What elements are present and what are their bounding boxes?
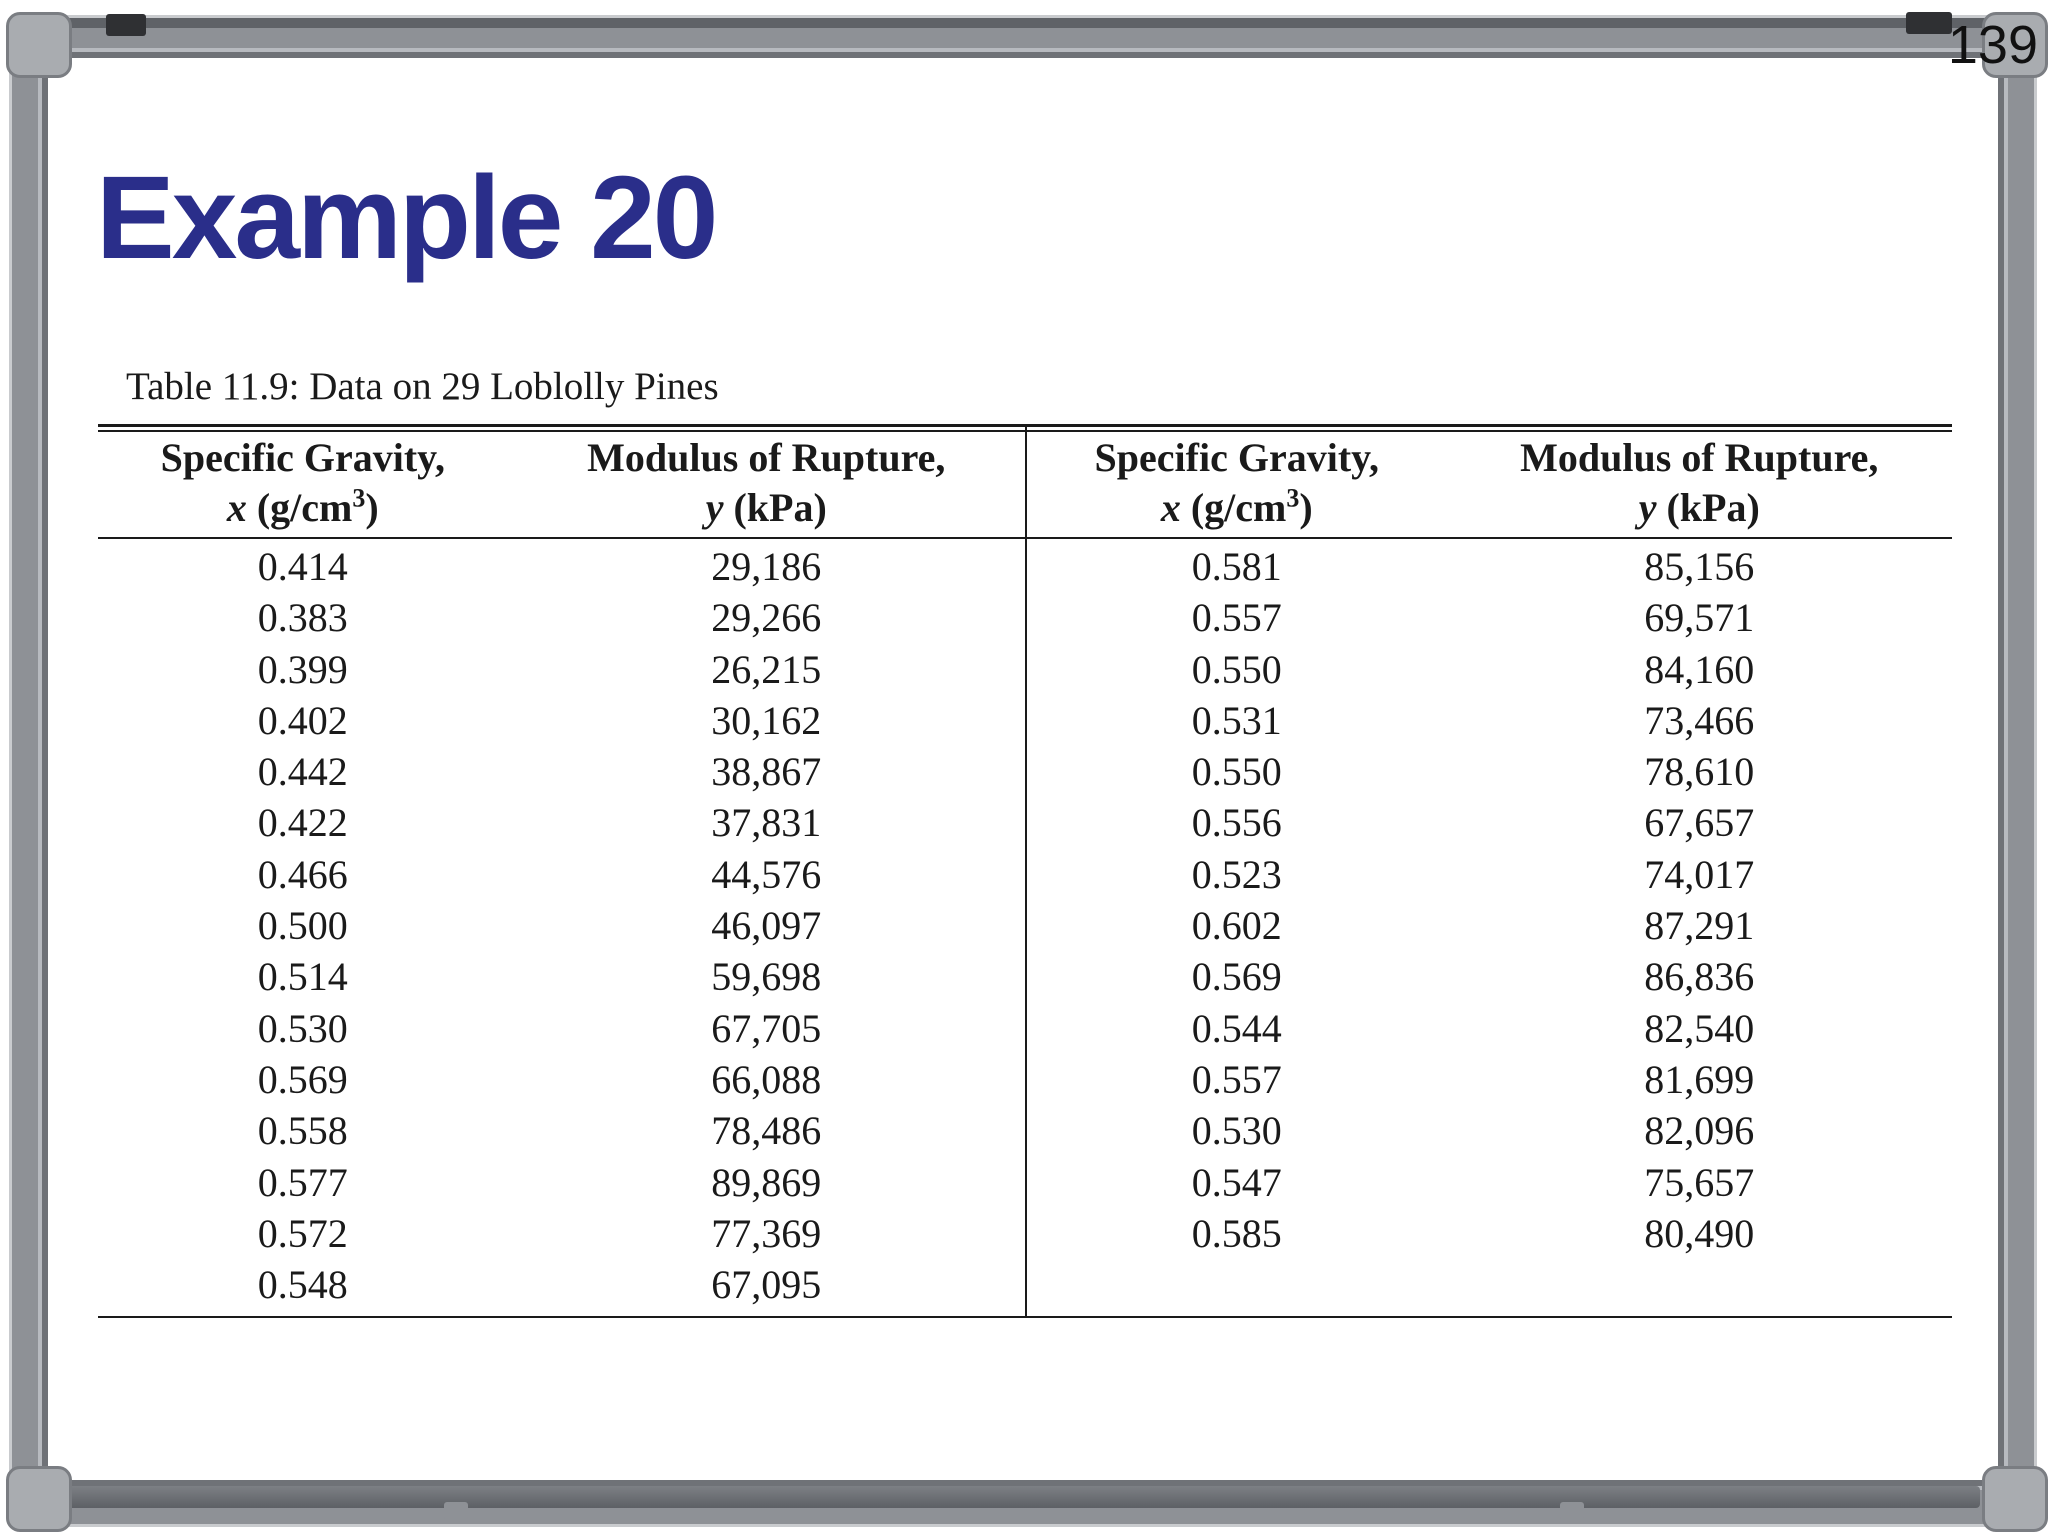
cell-modulus-of-rupture: 29,266 (508, 592, 1026, 643)
cell-specific-gravity: 0.500 (257, 903, 348, 949)
marker-tray (60, 1486, 1980, 1508)
cell-specific-gravity: 0.399 (257, 646, 348, 692)
frame-top-rail (40, 18, 2000, 28)
table-top-rule (98, 424, 1952, 432)
cell-specific-gravity: 0.577 (257, 1159, 348, 1205)
cell-modulus-of-rupture: 78,610 (1644, 749, 1755, 795)
table-row (98, 746, 1952, 797)
table-row (98, 1208, 1952, 1259)
cell-modulus-of-rupture: 69,571 (1644, 595, 1755, 641)
table-row (98, 1054, 1952, 1105)
cell-specific-gravity: 0.544 (1191, 1005, 1282, 1051)
table-row (98, 644, 1952, 695)
header-modulus-left (508, 426, 1026, 539)
header-y-line1: Modulus of Rupture, (587, 435, 946, 480)
table-row (98, 797, 1952, 848)
cell-specific-gravity: 0.402 (257, 697, 348, 743)
cell-modulus-of-rupture: 59,698 (508, 951, 1026, 1002)
cell-specific-gravity: 0.550 (1191, 749, 1282, 795)
cell-modulus-of-rupture: 82,540 (1644, 1005, 1755, 1051)
hanging-clip-left (106, 14, 146, 36)
header-x-unit-post: ) (365, 485, 379, 530)
cell-modulus-of-rupture: 44,576 (508, 849, 1026, 900)
header-x-unit-sup: 3 (352, 483, 366, 513)
cell-specific-gravity: 0.569 (1191, 954, 1282, 1000)
frame-corner-bottom-right (1982, 1466, 2048, 1532)
cell-specific-gravity: 0.422 (257, 800, 348, 846)
cell-modulus-of-rupture: 80,490 (1644, 1210, 1755, 1256)
cell-modulus-of-rupture: 87,291 (1644, 903, 1755, 949)
table-row (98, 1105, 1952, 1156)
cell-modulus-of-rupture: 86,836 (1644, 954, 1755, 1000)
header-x-line1: Specific Gravity, (160, 435, 445, 480)
cell-modulus-of-rupture: 46,097 (508, 900, 1026, 951)
header-modulus-right (1447, 426, 1952, 539)
cell-specific-gravity: 0.442 (257, 749, 348, 795)
cell-specific-gravity: 0.523 (1191, 851, 1282, 897)
table-row (98, 695, 1952, 746)
header-y-line1: Modulus of Rupture, (1520, 435, 1879, 480)
cell-specific-gravity (1026, 1259, 1447, 1317)
header-y-var: y (705, 485, 724, 530)
cell-modulus-of-rupture: 37,831 (508, 797, 1026, 848)
cell-specific-gravity: 0.585 (1191, 1210, 1282, 1256)
cell-modulus-of-rupture: 38,867 (508, 746, 1026, 797)
table-row (98, 538, 1952, 592)
table-row (98, 1003, 1952, 1054)
cell-modulus-of-rupture: 66,088 (508, 1054, 1026, 1105)
cell-specific-gravity: 0.581 (1191, 544, 1282, 589)
table-caption: Table 11.9: Data on 29 Loblolly Pines (126, 365, 719, 408)
header-specific-gravity-right (1026, 426, 1447, 539)
cell-modulus-of-rupture: 29,186 (508, 538, 1026, 592)
header-x-line1: Specific Gravity, (1094, 435, 1379, 480)
frame-corner-bottom-left (6, 1466, 72, 1532)
cell-modulus-of-rupture: 73,466 (1644, 697, 1755, 743)
header-x-var: x (226, 485, 247, 530)
tray-peg-left (444, 1502, 468, 1520)
cell-specific-gravity: 0.557 (1191, 595, 1282, 641)
cell-specific-gravity: 0.572 (257, 1210, 348, 1256)
table-row (98, 849, 1952, 900)
slide-title: Example 20 (96, 152, 716, 284)
hanging-clip-right (1906, 12, 1952, 34)
header-x-var: x (1160, 485, 1181, 530)
cell-modulus-of-rupture: 82,096 (1644, 1108, 1755, 1154)
table-row (98, 1259, 1952, 1317)
cell-modulus-of-rupture: 81,699 (1644, 1056, 1755, 1102)
cell-modulus-of-rupture: 67,657 (1644, 800, 1755, 846)
header-x-unit-pre: (g/cm (1180, 485, 1287, 530)
header-x-unit-post: ) (1299, 485, 1313, 530)
cell-specific-gravity: 0.602 (1191, 903, 1282, 949)
table-body (98, 538, 1952, 1317)
cell-specific-gravity: 0.530 (1191, 1108, 1282, 1154)
header-y-unit: (kPa) (1656, 485, 1760, 530)
table-row (98, 1157, 1952, 1208)
cell-modulus-of-rupture: 67,095 (508, 1259, 1026, 1317)
header-y-unit: (kPa) (723, 485, 827, 530)
header-x-unit-pre: (g/cm (246, 485, 353, 530)
cell-modulus-of-rupture: 30,162 (508, 695, 1026, 746)
cell-specific-gravity: 0.466 (257, 851, 348, 897)
cell-modulus-of-rupture: 67,705 (508, 1003, 1026, 1054)
cell-specific-gravity: 0.383 (257, 595, 348, 641)
cell-specific-gravity: 0.556 (1191, 800, 1282, 846)
cell-specific-gravity: 0.548 (257, 1262, 348, 1308)
cell-specific-gravity: 0.558 (257, 1108, 348, 1154)
slide-number: 139 (1947, 15, 2038, 75)
header-specific-gravity-left (98, 426, 508, 539)
cell-modulus-of-rupture: 74,017 (1644, 851, 1755, 897)
table-header (98, 426, 1952, 539)
tray-peg-right (1560, 1502, 1584, 1520)
cell-modulus-of-rupture: 85,156 (1644, 544, 1755, 589)
cell-modulus-of-rupture: 77,369 (508, 1208, 1026, 1259)
header-x-unit-sup: 3 (1286, 483, 1300, 513)
data-table (98, 424, 1952, 1318)
cell-modulus-of-rupture: 78,486 (508, 1105, 1026, 1156)
table-row (98, 592, 1952, 643)
cell-specific-gravity: 0.514 (257, 954, 348, 1000)
cell-specific-gravity: 0.547 (1191, 1159, 1282, 1205)
table-row (98, 900, 1952, 951)
cell-specific-gravity: 0.569 (257, 1056, 348, 1102)
table-row (98, 951, 1952, 1002)
cell-modulus-of-rupture: 75,657 (1644, 1159, 1755, 1205)
cell-specific-gravity: 0.550 (1191, 646, 1282, 692)
header-y-var: y (1638, 485, 1657, 530)
frame-corner-top-left (6, 12, 72, 78)
cell-modulus-of-rupture: 89,869 (508, 1157, 1026, 1208)
cell-specific-gravity: 0.414 (257, 544, 348, 589)
cell-modulus-of-rupture (1447, 1259, 1952, 1317)
cell-specific-gravity: 0.557 (1191, 1056, 1282, 1102)
cell-specific-gravity: 0.531 (1191, 697, 1282, 743)
cell-modulus-of-rupture: 26,215 (508, 644, 1026, 695)
cell-specific-gravity: 0.530 (257, 1005, 348, 1051)
cell-modulus-of-rupture: 84,160 (1644, 646, 1755, 692)
